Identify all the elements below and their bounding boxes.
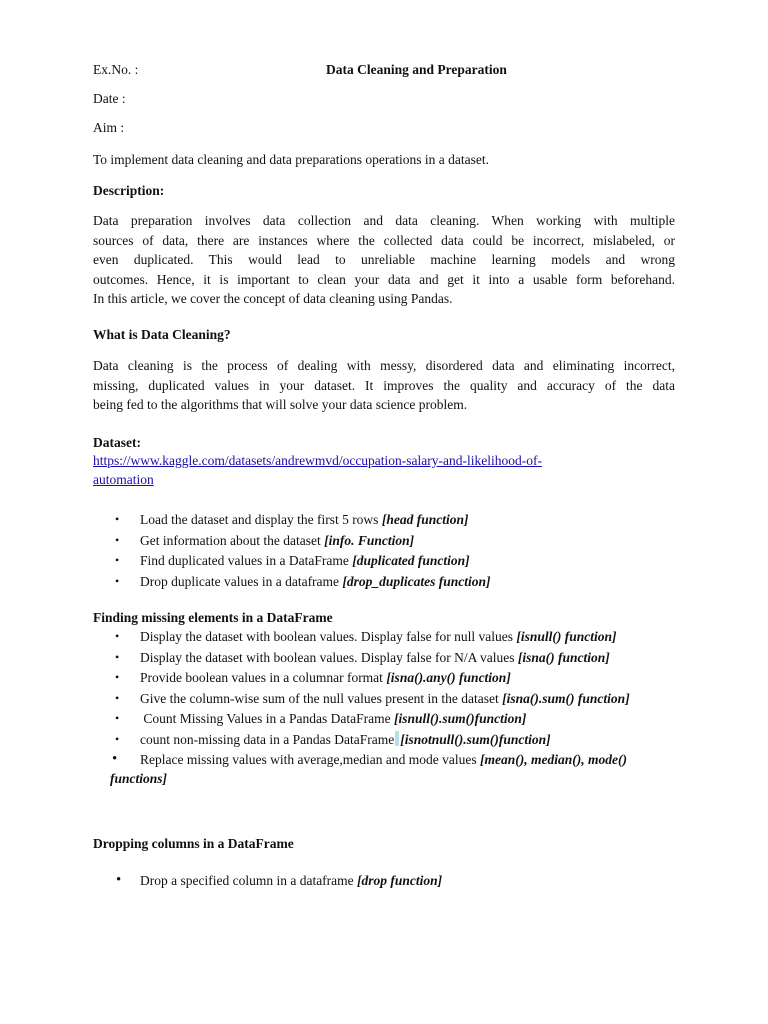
bullet-icon: • bbox=[115, 731, 120, 746]
list-item-function: [duplicated function] bbox=[352, 553, 470, 568]
list-item-text: Get information about the dataset bbox=[140, 532, 325, 548]
list-item-function: [drop_duplicates function] bbox=[342, 573, 491, 589]
list-item-text: Give the column-wise sum of the null values present in the dataset bbox=[140, 690, 503, 706]
aim-label: Aim : bbox=[93, 120, 125, 135]
bullet-icon: • bbox=[112, 751, 118, 767]
document-title: Data Cleaning and Preparation bbox=[326, 62, 507, 77]
what-is-paragraph bbox=[93, 356, 675, 415]
list-item-text: Provide boolean values in a columnar format bbox=[140, 670, 387, 685]
dataset-link-line1[interactable]: https://www.kaggle.com/datasets/andrewmvd/occupation-salary-and-likelihood-of- bbox=[93, 453, 542, 468]
bullet-icon: • bbox=[115, 532, 120, 547]
list-item-text: Drop duplicate values in a dataframe bbox=[140, 573, 343, 589]
bullet-icon: • bbox=[115, 670, 120, 684]
list-item-text: count non-missing data in a Pandas DataFrame bbox=[140, 731, 395, 747]
what-is-line: Data cleaning is the process of dealing with messy, disordered data and eliminating incorrect, bbox=[93, 358, 675, 373]
list-item-function: [drop function] bbox=[357, 873, 443, 888]
list-item-function: [isnotnull().sum()function] bbox=[400, 731, 551, 747]
list-item-text: Display the dataset with boolean values. Display false for N/A values bbox=[140, 649, 518, 665]
bullet-icon: • bbox=[115, 649, 120, 664]
list-item-text: Replace missing values with average,median and mode values bbox=[140, 752, 481, 767]
bullet-icon: • bbox=[115, 690, 120, 705]
dropping-heading: Dropping columns in a DataFrame bbox=[93, 836, 294, 851]
list-item-function: [isna() function] bbox=[517, 649, 610, 665]
description-line: even duplicated. This would lead to unreliable machine learning models and wrong bbox=[93, 252, 675, 267]
bullet-icon: • bbox=[116, 872, 122, 888]
bullet-icon: • bbox=[115, 711, 120, 725]
date-label: Date : bbox=[93, 91, 126, 106]
list-item-function: [info. Function] bbox=[324, 532, 415, 548]
description-paragraph bbox=[93, 211, 675, 309]
list-item-function: [isna().any() function] bbox=[386, 670, 511, 685]
list-item-text: Load the dataset and display the first 5 rows bbox=[140, 512, 382, 527]
list-item-function: [isnull().sum()function] bbox=[393, 711, 527, 726]
dataset-heading: Dataset: bbox=[93, 435, 141, 450]
bullet-icon: • bbox=[115, 553, 120, 567]
bullet-icon: • bbox=[115, 512, 120, 526]
list-item-text: Find duplicated values in a DataFrame bbox=[140, 553, 353, 568]
list-item-text: Display the dataset with boolean values. Display false for null values bbox=[140, 629, 517, 644]
list-item-function: [isnull() function] bbox=[516, 629, 617, 644]
description-line: sources of data, there are instances where the collected data could be incorrect, mislabeled, or bbox=[93, 232, 675, 248]
dataset-link-continued[interactable] bbox=[93, 470, 154, 490]
list-item-text: Count Missing Values in a Pandas DataFrame bbox=[140, 711, 394, 726]
what-is-line: missing, duplicated values in your dataset. It improves the quality and accuracy of the data bbox=[93, 377, 675, 393]
list-item-function: [isna().sum() function] bbox=[502, 690, 630, 706]
aim-text: To implement data cleaning and data preparations operations in a dataset. bbox=[93, 152, 490, 167]
exno-label: Ex.No. : bbox=[93, 62, 139, 77]
description-line: Data preparation involves data collection and data cleaning. When working with multiple bbox=[93, 213, 675, 228]
missing-heading: Finding missing elements in a DataFrame bbox=[93, 610, 333, 625]
description-heading: Description: bbox=[93, 183, 165, 198]
description-line: outcomes. Hence, it is important to clean your data and get it into a usable form beforehand. bbox=[93, 271, 675, 287]
what-is-heading: What is Data Cleaning? bbox=[93, 327, 231, 342]
list-item-function: [head function] bbox=[381, 512, 469, 527]
bullet-icon: • bbox=[115, 629, 120, 643]
list-item-function: [mean(), median(), mode() bbox=[480, 752, 627, 767]
dataset-link-line2[interactable]: automation bbox=[93, 472, 154, 487]
what-is-line: being fed to the algorithms that will solve your data science problem. bbox=[93, 397, 468, 412]
list-item-text: Drop a specified column in a dataframe bbox=[140, 873, 358, 888]
description-line: In this article, we cover the concept of data cleaning using Pandas. bbox=[93, 291, 453, 306]
list-item-function-continued: functions] bbox=[110, 771, 168, 786]
text-cursor-highlight bbox=[395, 731, 399, 746]
bullet-icon: • bbox=[115, 573, 120, 588]
dataset-link[interactable] bbox=[93, 451, 542, 471]
